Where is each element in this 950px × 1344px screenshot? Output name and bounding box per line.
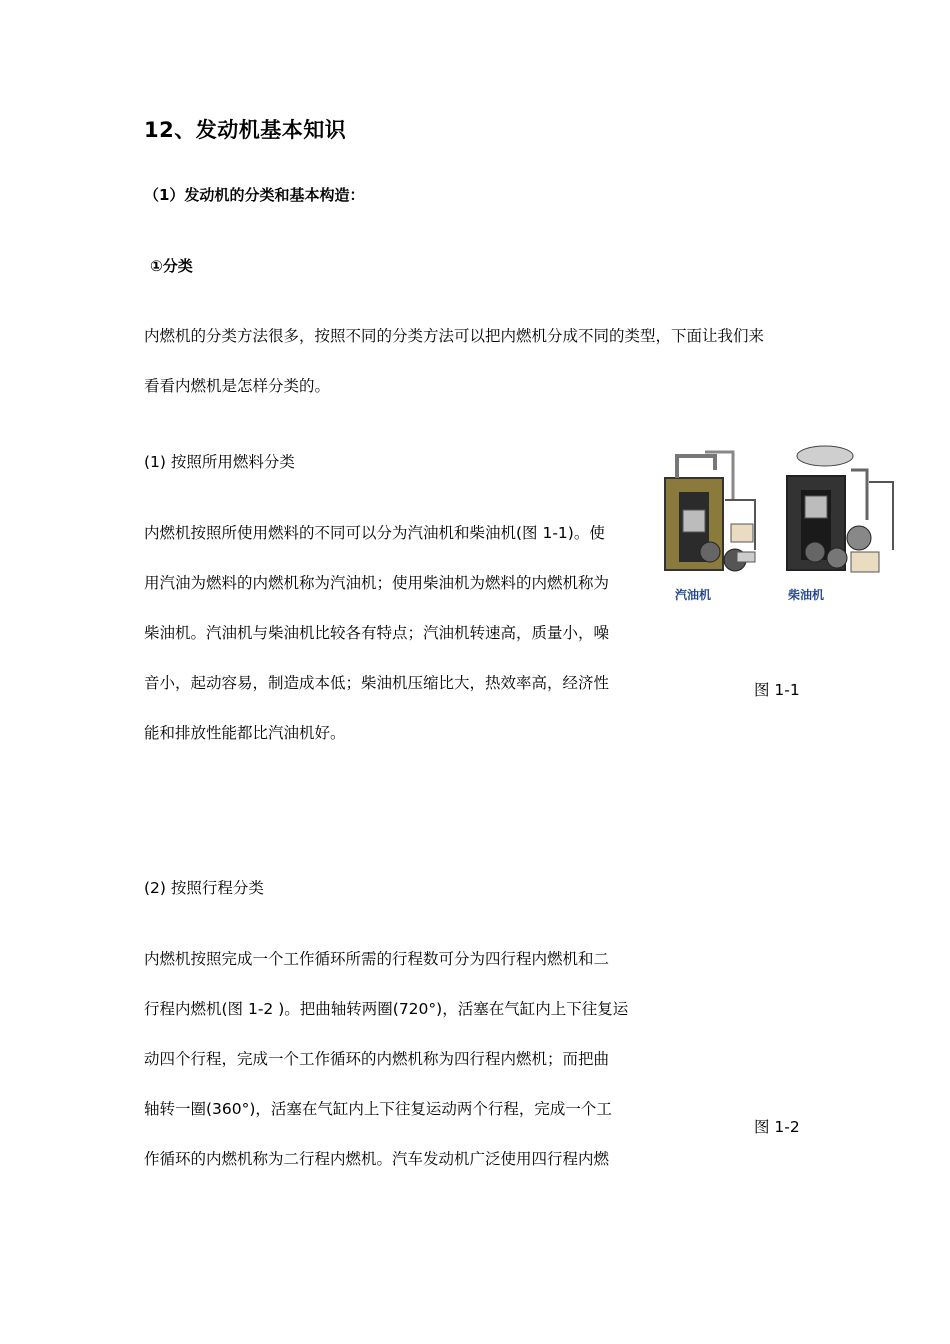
fuel-heading: (1) 按照所用燃料分类 — [144, 453, 295, 471]
fuel-line: 能和排放性能都比汽油机好。 — [144, 724, 346, 742]
stroke-line: 行程内燃机(图 1-2 )。把曲轴转两圈(720°)，活塞在气缸内上下往复运 — [144, 1000, 629, 1018]
fuel-line: 柴油机。汽油机与柴油机比较各有特点；汽油机转速高，质量小，噪 — [144, 624, 610, 642]
fuel-line: 内燃机按照所使用燃料的不同可以分为汽油机和柴油机(图 1-1)。使 — [144, 524, 605, 542]
page-title: 12、发动机基本知识 — [144, 118, 347, 142]
figure-caption: 图 1-2 — [754, 1118, 800, 1136]
section-heading: （1）发动机的分类和基本构造： — [144, 186, 365, 204]
intro-line: 看看内燃机是怎样分类的。 — [144, 377, 331, 395]
intro-line: 内燃机的分类方法很多，按照不同的分类方法可以把内燃机分成不同的类型，下面让我们来 — [144, 327, 765, 345]
stroke-line: 轴转一圈(360°)，活塞在气缸内上下往复运动两个行程，完成一个工 — [144, 1100, 612, 1118]
figure-caption: 图 1-1 — [754, 681, 800, 699]
stroke-line: 动四个行程，完成一个工作循环的内燃机称为四行程内燃机；而把曲 — [144, 1050, 610, 1068]
gasoline-label: 汽油机 — [675, 588, 712, 602]
gasoline-engine-drawing — [665, 452, 755, 571]
diesel-engine-drawing — [787, 446, 893, 572]
fuel-line: 用汽油为燃料的内燃机称为汽油机；使用柴油机为燃料的内燃机称为 — [144, 574, 610, 592]
engine-figure — [655, 440, 900, 605]
fuel-line: 音小，起动容易，制造成本低；柴油机压缩比大，热效率高，经济性 — [144, 674, 610, 692]
subsection-heading: ①分类 — [150, 257, 193, 275]
diesel-label: 柴油机 — [788, 588, 825, 602]
engine-illustration — [655, 440, 900, 605]
stroke-heading: (2) 按照行程分类 — [144, 879, 264, 897]
stroke-line: 内燃机按照完成一个工作循环所需的行程数可分为四行程内燃机和二 — [144, 950, 610, 968]
stroke-line: 作循环的内燃机称为二行程内燃机。汽车发动机广泛使用四行程内燃 — [144, 1150, 610, 1168]
